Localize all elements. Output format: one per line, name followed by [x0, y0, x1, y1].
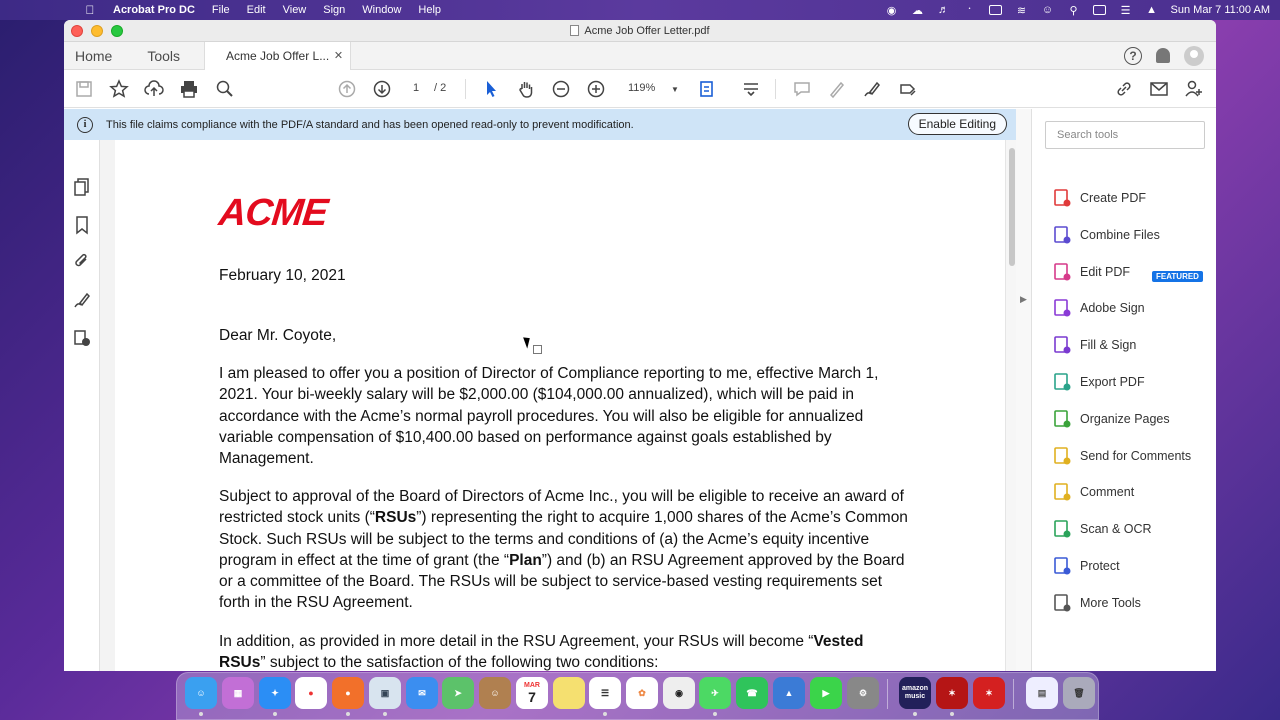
dock-finder-icon[interactable]: ☺	[185, 677, 217, 709]
toolbar-divider	[775, 79, 776, 99]
bookmark-icon[interactable]	[72, 215, 92, 235]
tool-label: Edit PDF	[1080, 264, 1131, 279]
toolbar-divider	[465, 79, 466, 99]
notifications-bell-icon[interactable]	[1156, 48, 1170, 63]
tab-document-label: Acme Job Offer L...	[226, 48, 330, 63]
dock-preview-icon[interactable]: ▣	[369, 677, 401, 709]
dock-messages-icon[interactable]: ✈	[699, 677, 731, 709]
help-icon[interactable]: ?	[1124, 47, 1142, 65]
document-properties-icon[interactable]	[72, 328, 92, 348]
create-pdf-icon	[1052, 188, 1072, 208]
paragraph-vesting: In addition, as provided in more detail in the RSU Agreement, your RSUs will become “Vested RSUs” subject to the satisfaction of the following two conditions:	[219, 633, 864, 671]
acme-logo: ACME	[216, 192, 330, 234]
tool-label: Fill & Sign	[1080, 338, 1137, 353]
dock-documents-icon[interactable]: ▤	[1026, 677, 1058, 709]
dock-launchpad-icon[interactable]: ▦	[222, 677, 254, 709]
tool-more-tools[interactable]	[1052, 591, 1141, 615]
dock-trash-icon[interactable]: 🗑	[1063, 677, 1095, 709]
scrollbar-thumb[interactable]	[1009, 148, 1015, 266]
highlight-pen-icon[interactable]	[826, 78, 848, 100]
scan-ocr-icon	[1052, 519, 1072, 539]
tool-label: More Tools	[1080, 595, 1141, 610]
dock-amazon-music-icon[interactable]: amazon music	[899, 677, 931, 709]
dock-system-preferences-icon[interactable]: ⚙	[847, 677, 879, 709]
window-title	[64, 25, 1216, 37]
acrobat-window	[64, 20, 1216, 671]
tools-panel	[1031, 109, 1216, 671]
add-user-icon[interactable]	[1183, 78, 1205, 100]
dock-running-indicator	[913, 712, 917, 716]
star-icon[interactable]	[108, 78, 130, 100]
collapse-right-panel[interactable]	[1016, 109, 1031, 671]
tool-label: Send for Comments	[1080, 448, 1192, 463]
combine-files-icon	[1052, 225, 1072, 245]
zoom-out-icon[interactable]	[550, 78, 572, 100]
comment-icon[interactable]	[791, 78, 813, 100]
find-zoom-icon[interactable]	[214, 78, 236, 100]
more-tools-icon	[1052, 593, 1072, 613]
menu-help[interactable]: Help	[418, 4, 442, 16]
dock-acrobat-icon[interactable]: ✶	[936, 677, 968, 709]
dock-running-indicator	[950, 712, 954, 716]
left-navigation-rail	[64, 140, 100, 671]
hand-tool-icon[interactable]	[515, 78, 537, 100]
tab-document[interactable]	[204, 42, 351, 70]
tool-export-pdf[interactable]	[1052, 370, 1145, 394]
search-icon[interactable]: ⚲	[1069, 4, 1078, 17]
menu-file[interactable]: File	[211, 4, 230, 16]
close-tab-icon[interactable]: ✕	[333, 50, 344, 62]
tool-label: Comment	[1080, 485, 1135, 500]
dock-chrome-icon[interactable]: ●	[295, 677, 327, 709]
export-pdf-icon	[1052, 372, 1072, 392]
featured-badge: FEATURED	[1152, 271, 1203, 282]
dock-divider	[887, 679, 888, 709]
dock-contacts-icon[interactable]: ☺	[479, 677, 511, 709]
page-thumbnails-icon[interactable]	[72, 177, 92, 197]
dock-app-store-icon[interactable]: ▲	[773, 677, 805, 709]
siri-icon[interactable]: ▲	[1146, 4, 1157, 16]
dock-reminders-icon[interactable]: ☰	[589, 677, 621, 709]
title-bar	[64, 20, 1216, 42]
dock-safari-icon[interactable]: ✦	[259, 677, 291, 709]
previous-page-icon[interactable]	[336, 78, 358, 100]
menu-view[interactable]: View	[282, 4, 307, 16]
print-icon[interactable]	[178, 78, 200, 100]
search-tools-input[interactable]: Search tools	[1045, 121, 1205, 149]
dock-maps-icon[interactable]: ➤	[442, 677, 474, 709]
paragraph-offer: I am pleased to offer you a position of Director of Compliance reporting to me, effective March 1, 2021. Your bi-weekly salary will be $2,000.00 ($104,000.00 annualized), which will be paid in accordance with the Acme’s normal payroll procedures. You will also be eligible for annualized variable compensation of $10,400.00 based on performance against goals established by Management.	[219, 365, 879, 468]
dock-facetime-icon[interactable]: ▶	[810, 677, 842, 709]
screen-record-icon[interactable]: ◉	[886, 4, 897, 17]
letter-salutation: Dear Mr. Coyote,	[219, 327, 337, 344]
tab-tools[interactable]: Tools	[147, 47, 181, 64]
enable-editing-button[interactable]: Enable Editing	[908, 113, 1007, 135]
document-icon	[570, 25, 579, 36]
tool-label: Adobe Sign	[1080, 301, 1145, 316]
keyboard-icon[interactable]	[1093, 4, 1107, 16]
fill-sign-icon[interactable]	[897, 78, 919, 100]
tool-fill-sign[interactable]	[1052, 333, 1136, 357]
sign-pen-icon[interactable]	[861, 78, 883, 100]
upload-cloud-icon[interactable]	[143, 78, 165, 100]
clock[interactable]: Sun Mar 7 11:00 AM	[1170, 4, 1270, 16]
page-number-input[interactable]: 1	[413, 82, 420, 94]
tool-label: Organize Pages	[1080, 411, 1170, 426]
organize-pages-icon	[1052, 409, 1072, 429]
send-for-comments-icon	[1052, 446, 1072, 466]
share-link-icon[interactable]	[1113, 78, 1135, 100]
volume-icon[interactable]: ♬	[938, 4, 950, 16]
window-title-text: Acme Job Offer Letter.pdf	[584, 24, 710, 37]
tool-combine-files[interactable]	[1052, 223, 1160, 247]
dock-running-indicator	[603, 712, 607, 716]
tabbar-right-tools	[1124, 46, 1204, 66]
zoom-in-icon[interactable]	[585, 78, 607, 100]
cloud-icon[interactable]: ☁	[912, 4, 924, 17]
tool-label: Create PDF	[1080, 191, 1146, 205]
chevron-down-icon[interactable]: ▼	[671, 84, 679, 94]
tab-bar	[64, 42, 1216, 70]
dock-running-indicator	[713, 712, 717, 716]
tool-label: Export PDF	[1080, 375, 1145, 389]
dock-running-indicator	[346, 712, 350, 716]
toolbar	[64, 70, 1216, 108]
tool-edit-pdf[interactable]	[1052, 260, 1130, 284]
dock-divider	[1013, 679, 1014, 709]
tool-send-for-comments[interactable]	[1052, 444, 1191, 468]
tool-protect[interactable]	[1052, 554, 1120, 578]
tool-comment[interactable]	[1052, 480, 1134, 504]
edit-pdf-icon	[1052, 262, 1072, 282]
user-icon[interactable]: ☺	[1041, 4, 1054, 16]
tool-label: Scan & OCR	[1080, 522, 1152, 537]
dock-calendar-icon[interactable]: MAR 7	[516, 677, 548, 709]
save-icon[interactable]	[73, 78, 95, 100]
chevron-right-icon[interactable]: ▶	[1020, 294, 1027, 304]
tab-home[interactable]: Home	[75, 47, 113, 64]
document-viewer[interactable]	[100, 140, 1016, 671]
tool-label: Protect	[1080, 559, 1120, 573]
info-message: This file claims compliance with the PDF/A standard and has been opened read-only to prevent modification.	[106, 118, 634, 131]
scroll-mode-icon[interactable]	[740, 78, 762, 100]
dock-acrobat-reader-icon[interactable]: ✶	[973, 677, 1005, 709]
menu-edit[interactable]: Edit	[246, 4, 266, 16]
info-icon: i	[77, 117, 93, 133]
control-center-icon[interactable]: ☰	[1120, 4, 1131, 17]
dock-running-indicator	[273, 712, 277, 716]
select-cursor-icon[interactable]	[480, 78, 502, 100]
menubar-status-area	[885, 0, 1270, 20]
battery-icon[interactable]	[989, 4, 1003, 16]
tool-organize-pages[interactable]	[1052, 407, 1170, 431]
apple-menu-icon[interactable]	[82, 3, 98, 17]
fit-page-icon[interactable]	[697, 78, 719, 100]
dock-mail-icon[interactable]: ✉	[406, 677, 438, 709]
bluetooth-icon[interactable]: ᛫	[966, 4, 973, 16]
tool-label: Combine Files	[1080, 227, 1160, 242]
menu-sign[interactable]: Sign	[323, 4, 346, 16]
signature-icon[interactable]	[72, 290, 92, 310]
zoom-level-select[interactable]: 119%	[628, 82, 656, 94]
dock-notes-icon[interactable]	[553, 677, 585, 709]
fill-sign-icon	[1052, 335, 1072, 355]
menu-window[interactable]: Window	[362, 4, 402, 16]
email-icon[interactable]	[1148, 78, 1170, 100]
protect-icon	[1052, 556, 1072, 576]
attachment-icon[interactable]	[72, 251, 92, 271]
next-page-icon[interactable]	[371, 78, 393, 100]
paragraph-rsus: Subject to approval of the Board of Directors of Acme Inc., you will be eligible to receive an award of restricted stock units (“RSUs”) representing the right to acquire 1,000 shares of the Acme’s Common Stock. Such RSUs will be subject to the terms and conditions of (a) the Acme’s equity incentive program in effect at the time of grant (the “Plan”) and (b) an RSU Agreement approved by the Board or a committee of the Board. The RSUs will be subject to service-based vesting requirements set forth in the RSU Agreement.	[219, 488, 908, 612]
tool-create-pdf[interactable]	[1052, 186, 1146, 210]
page-total: / 2	[434, 82, 447, 94]
pdfa-info-bar	[64, 109, 1016, 140]
pdf-page	[115, 140, 1005, 671]
dock-running-indicator	[199, 712, 203, 716]
dock-photos-icon[interactable]: ✿	[626, 677, 658, 709]
cursor-indicator	[533, 345, 542, 354]
adobe-sign-icon	[1052, 298, 1072, 318]
dock-screenshot-icon[interactable]: ◉	[663, 677, 695, 709]
tool-adobe-sign[interactable]	[1052, 296, 1145, 320]
dock-whatsapp-icon[interactable]: ☎	[736, 677, 768, 709]
letter-date: February 10, 2021	[219, 267, 346, 284]
dock-running-indicator	[383, 712, 387, 716]
wifi-icon[interactable]: ≋	[1016, 4, 1027, 17]
dock-firefox-icon[interactable]: ●	[332, 677, 364, 709]
dock	[176, 672, 1099, 720]
avatar[interactable]	[1184, 46, 1204, 66]
menu-bar	[0, 0, 1280, 20]
tool-scan-ocr[interactable]	[1052, 517, 1152, 541]
menu-app-name[interactable]: Acrobat Pro DC	[113, 4, 195, 16]
comment-icon	[1052, 482, 1072, 502]
